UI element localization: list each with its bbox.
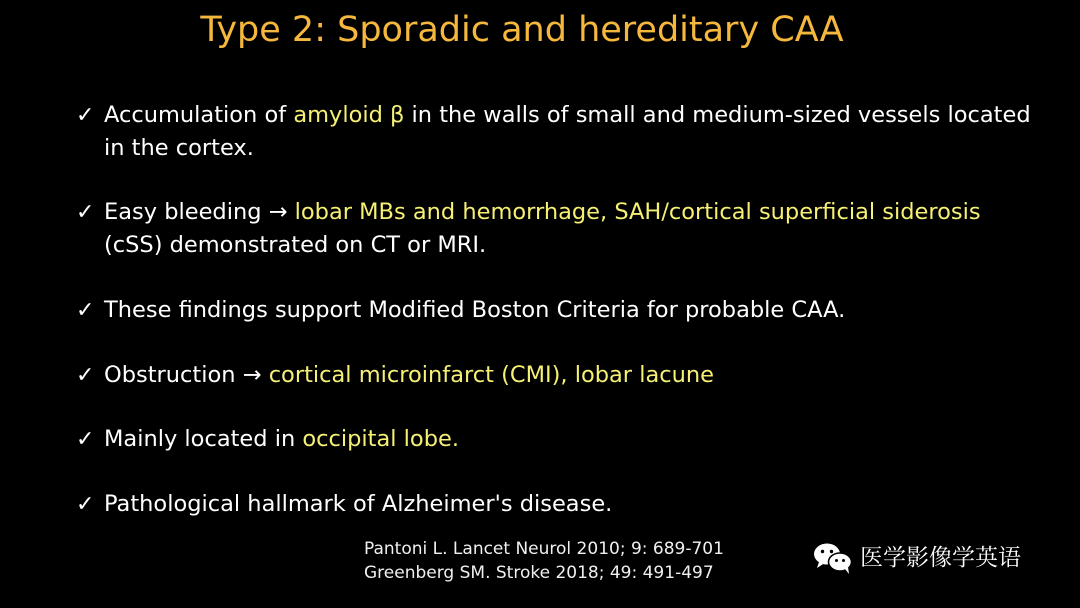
bullet-highlight: lobar MBs and hemorrhage, SAH/cortical superficial siderosis xyxy=(294,199,981,225)
wechat-icon xyxy=(812,541,854,575)
bullet-highlight: occipital lobe. xyxy=(302,426,459,452)
slide-title: Type 2: Sporadic and hereditary CAA xyxy=(200,10,844,50)
bullet-text: Mainly located in xyxy=(104,426,303,452)
bullet-text: These findings support Modified Boston Criteria for probable CAA. xyxy=(104,297,846,323)
watermark xyxy=(812,541,1021,575)
checkmark-icon: ✓ xyxy=(76,200,95,225)
references xyxy=(364,537,724,585)
bullet-text: Accumulation of xyxy=(104,102,294,128)
checkmark-icon: ✓ xyxy=(76,298,95,323)
reference-line: Pantoni L. Lancet Neurol 2010; 9: 689-701 xyxy=(364,539,724,559)
bullet-highlight: amyloid β xyxy=(293,102,405,128)
checkmark-icon: ✓ xyxy=(76,492,95,517)
bullet-text: in the walls of small and medium-sized vessels located xyxy=(404,102,1031,128)
reference-line: Greenberg SM. Stroke 2018; 49: 491-497 xyxy=(364,563,714,583)
bullet-highlight: cortical microinfarct (CMI), lobar lacune xyxy=(268,362,714,388)
checkmark-icon: ✓ xyxy=(76,363,95,388)
bullet-text: Easy bleeding → xyxy=(104,199,295,225)
bullet-text: Pathological hallmark of Alzheimer's disease. xyxy=(104,491,613,517)
watermark-text: 医学影像学英语 xyxy=(860,545,1021,571)
bullet-text: Obstruction → xyxy=(104,362,269,388)
checkmark-icon: ✓ xyxy=(76,103,95,128)
bullet-text: (cSS) demonstrated on CT or MRI. xyxy=(104,232,487,258)
bullet-text: in the cortex. xyxy=(104,135,254,161)
checkmark-icon: ✓ xyxy=(76,427,95,452)
